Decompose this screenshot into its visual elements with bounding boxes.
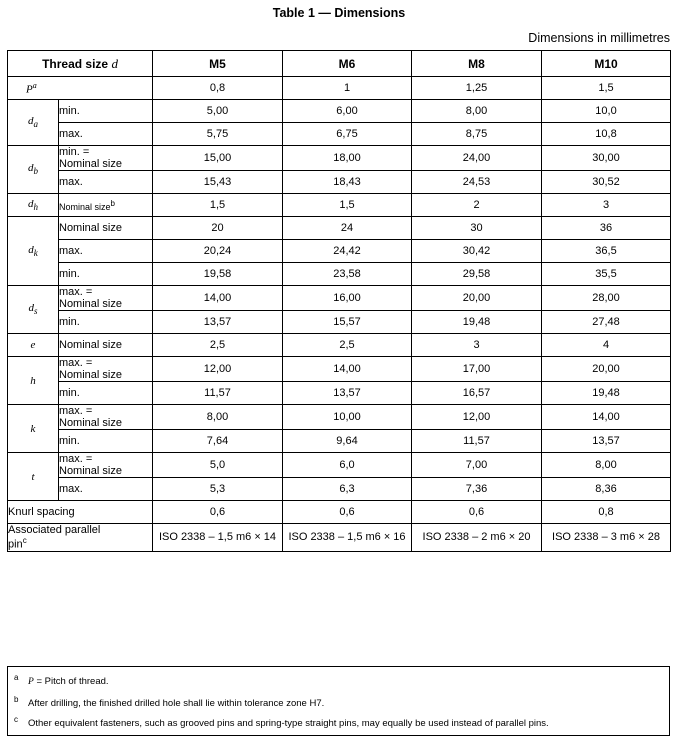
cell: 11,57 <box>412 430 542 453</box>
symbol-p: $P^a$ <box>8 77 153 100</box>
cell: ISO 2338 – 1,5 m6 × 14 <box>153 524 283 552</box>
cell: 19,48 <box>542 382 671 405</box>
cell: 15,00 <box>153 146 283 171</box>
symbol-da: $d_a$ <box>8 100 59 146</box>
cell: 7,00 <box>412 453 542 478</box>
cell: 30 <box>412 217 542 240</box>
cell: 2 <box>412 194 542 217</box>
row-label: Nominal size <box>59 217 153 240</box>
dimensions-table <box>7 50 671 552</box>
cell: 6,3 <box>283 478 412 501</box>
cell: 8,00 <box>153 405 283 430</box>
cell: 1,5 <box>542 77 671 100</box>
cell: 18,43 <box>283 171 412 194</box>
cell: 15,57 <box>283 311 412 334</box>
row-label: min. <box>59 100 153 123</box>
cell: 6,00 <box>283 100 412 123</box>
cell: 17,00 <box>412 357 542 382</box>
cell: 20,24 <box>153 240 283 263</box>
row-label: min. <box>59 382 153 405</box>
table-row <box>8 77 671 100</box>
cell: 29,58 <box>412 263 542 286</box>
header-m10: M10 <box>542 51 671 77</box>
cell: 6,0 <box>283 453 412 478</box>
cell: 9,64 <box>283 430 412 453</box>
cell: 35,5 <box>542 263 671 286</box>
cell: 0,8 <box>542 501 671 524</box>
cell: 0,8 <box>153 77 283 100</box>
cell: 36 <box>542 217 671 240</box>
units-caption: Dimensions in millimetres <box>528 31 670 45</box>
cell: 30,00 <box>542 146 671 171</box>
cell: 5,3 <box>153 478 283 501</box>
cell: 7,36 <box>412 478 542 501</box>
table-row <box>8 123 671 146</box>
header-row <box>8 51 671 77</box>
table-row <box>8 334 671 357</box>
symbol-k: k <box>8 405 59 453</box>
row-label: min. <box>59 430 153 453</box>
cell: ISO 2338 – 3 m6 × 28 <box>542 524 671 552</box>
cell: 14,00 <box>283 357 412 382</box>
cell: 10,0 <box>542 100 671 123</box>
cell: 10,00 <box>283 405 412 430</box>
cell: 2,5 <box>153 334 283 357</box>
cell: 18,00 <box>283 146 412 171</box>
cell: 27,48 <box>542 311 671 334</box>
cell: 13,57 <box>542 430 671 453</box>
cell: 30,52 <box>542 171 671 194</box>
table-row <box>8 357 671 382</box>
symbol-dk: $d_k$ <box>8 217 59 286</box>
header-m6: M6 <box>283 51 412 77</box>
table-row <box>8 478 671 501</box>
row-label: max. = Nominal size <box>59 453 153 478</box>
cell: 3 <box>542 194 671 217</box>
cell: 14,00 <box>542 405 671 430</box>
table-row <box>8 240 671 263</box>
symbol-dh: $d_h$ <box>8 194 59 217</box>
cell: 1 <box>283 77 412 100</box>
header-m8: M8 <box>412 51 542 77</box>
cell: 24,53 <box>412 171 542 194</box>
table-title: Table 1 — Dimensions <box>272 6 406 20</box>
row-label: max. <box>59 240 153 263</box>
cell: 19,48 <box>412 311 542 334</box>
cell: 6,75 <box>283 123 412 146</box>
row-label: max. = Nominal size <box>59 286 153 311</box>
knurl-label: Knurl spacing <box>8 501 153 524</box>
table-row <box>8 263 671 286</box>
row-label: max. = Nominal size <box>59 405 153 430</box>
table-row <box>8 286 671 311</box>
cell: 8,00 <box>542 453 671 478</box>
cell: 1,5 <box>283 194 412 217</box>
footnote-c: c Other equivalent fasteners, such as grooved pins and spring-type straight pins, may equally be used instead of parallel pins. <box>14 715 549 730</box>
cell: 15,43 <box>153 171 283 194</box>
row-label: max. = Nominal size <box>59 357 153 382</box>
row-label: max. <box>59 478 153 501</box>
cell: 19,58 <box>153 263 283 286</box>
table-row <box>8 194 671 217</box>
cell: 7,64 <box>153 430 283 453</box>
cell: 8,75 <box>412 123 542 146</box>
cell: 12,00 <box>153 357 283 382</box>
footnote-a: a P = Pitch of thread. <box>14 673 109 688</box>
symbol-t: t <box>8 453 59 501</box>
cell: 0,6 <box>283 501 412 524</box>
row-label: max. <box>59 171 153 194</box>
header-thread-size: Thread size d <box>8 51 153 77</box>
table-row <box>8 146 671 171</box>
cell: ISO 2338 – 2 m6 × 20 <box>412 524 542 552</box>
symbol-h: h <box>8 357 59 405</box>
table-row <box>8 501 671 524</box>
cell: 2,5 <box>283 334 412 357</box>
cell: 0,6 <box>412 501 542 524</box>
cell: 24 <box>283 217 412 240</box>
table-row <box>8 171 671 194</box>
cell: 13,57 <box>153 311 283 334</box>
cell: 4 <box>542 334 671 357</box>
symbol-db: $d_b$ <box>8 146 59 194</box>
table-row <box>8 430 671 453</box>
symbol-e: e <box>8 334 59 357</box>
cell: 5,00 <box>153 100 283 123</box>
cell: 1,25 <box>412 77 542 100</box>
table-row <box>8 217 671 240</box>
cell: 3 <box>412 334 542 357</box>
cell: 28,00 <box>542 286 671 311</box>
cell: 5,75 <box>153 123 283 146</box>
table-row <box>8 405 671 430</box>
header-m5: M5 <box>153 51 283 77</box>
cell: 13,57 <box>283 382 412 405</box>
cell: 20 <box>153 217 283 240</box>
footnotes <box>7 666 670 736</box>
table-row <box>8 453 671 478</box>
cell: 20,00 <box>542 357 671 382</box>
cell: 11,57 <box>153 382 283 405</box>
cell: 0,6 <box>153 501 283 524</box>
cell: 24,00 <box>412 146 542 171</box>
row-label: Nominal size$^b$ <box>59 194 153 217</box>
cell: 24,42 <box>283 240 412 263</box>
table-row <box>8 100 671 123</box>
cell: 8,36 <box>542 478 671 501</box>
cell: 5,0 <box>153 453 283 478</box>
row-label: min. = Nominal size <box>59 146 153 171</box>
cell: 8,00 <box>412 100 542 123</box>
cell: ISO 2338 – 1,5 m6 × 16 <box>283 524 412 552</box>
cell: 14,00 <box>153 286 283 311</box>
row-label: Nominal size <box>59 334 153 357</box>
row-label: max. <box>59 123 153 146</box>
cell: 36,5 <box>542 240 671 263</box>
cell: 16,00 <box>283 286 412 311</box>
table-row <box>8 524 671 552</box>
cell: 20,00 <box>412 286 542 311</box>
cell: 10,8 <box>542 123 671 146</box>
footnote-b: b After drilling, the finished drilled hole shall lie within tolerance zone H7. <box>14 695 325 710</box>
symbol-ds: $d_s$ <box>8 286 59 334</box>
cell: 30,42 <box>412 240 542 263</box>
pin-label: Associated parallel pin$^c$ <box>8 524 153 552</box>
cell: 12,00 <box>412 405 542 430</box>
cell: 23,58 <box>283 263 412 286</box>
table-row <box>8 311 671 334</box>
table-row <box>8 382 671 405</box>
row-label: min. <box>59 263 153 286</box>
row-label: min. <box>59 311 153 334</box>
cell: 16,57 <box>412 382 542 405</box>
cell: 1,5 <box>153 194 283 217</box>
